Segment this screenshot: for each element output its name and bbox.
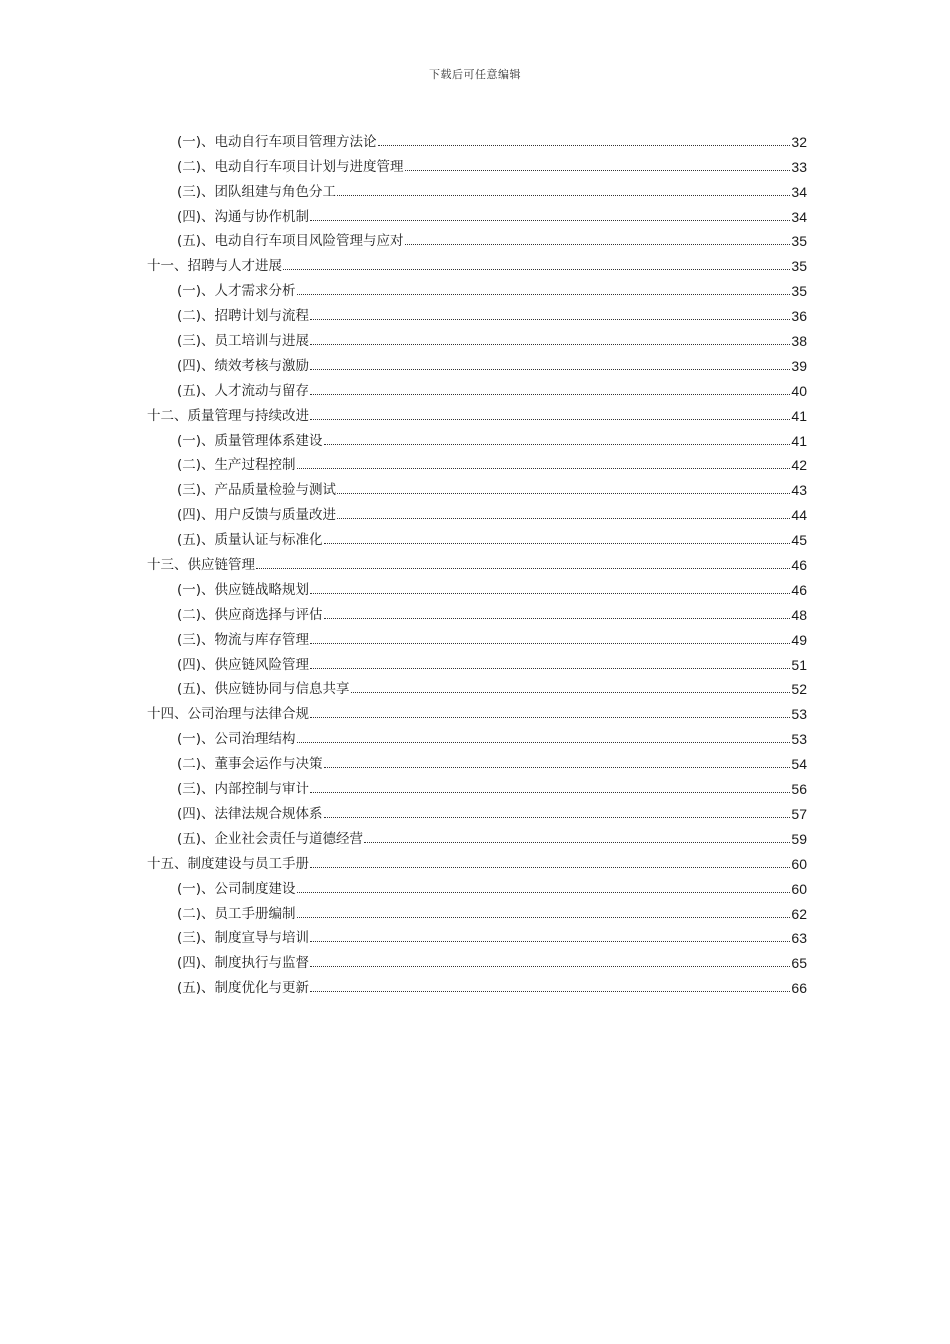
- toc-page-number: 46: [791, 581, 807, 598]
- toc-dot-leader: [310, 369, 790, 370]
- toc-entry-title: 十三、供应链管理: [147, 557, 255, 574]
- toc-entry-title: (四)、法律法规合规体系: [177, 805, 323, 822]
- toc-dot-leader: [297, 917, 791, 918]
- toc-dot-leader: [324, 444, 791, 445]
- toc-entry-title: (三)、制度宣导与培训: [177, 930, 310, 947]
- toc-entry-title: (二)、董事会运作与决策: [177, 756, 323, 773]
- toc-page-number: 60: [791, 880, 807, 897]
- toc-dot-leader: [310, 941, 790, 942]
- toc-section-entry[interactable]: [147, 898, 807, 923]
- toc-entry-title: (一)、人才需求分析: [177, 283, 296, 300]
- toc-page-number: 46: [791, 557, 807, 574]
- toc-entry-title: (二)、供应商选择与评估: [177, 606, 323, 623]
- toc-chapter-entry[interactable]: [147, 698, 807, 723]
- toc-page-number: 34: [791, 183, 807, 200]
- toc-entry-title: (四)、供应链风险管理: [177, 656, 310, 673]
- toc-page-number: 60: [791, 855, 807, 872]
- toc-section-entry[interactable]: [147, 947, 807, 972]
- toc-entry-title: (三)、物流与库存管理: [177, 631, 310, 648]
- toc-section-entry[interactable]: [147, 649, 807, 674]
- toc-entry-title: (四)、用户反馈与质量改进: [177, 507, 337, 524]
- toc-page-number: 34: [791, 208, 807, 225]
- toc-section-entry[interactable]: [147, 325, 807, 350]
- toc-section-entry[interactable]: [147, 176, 807, 201]
- toc-entry-title: (二)、生产过程控制: [177, 457, 296, 474]
- toc-entry-title: (五)、供应链协同与信息共享: [177, 681, 350, 698]
- toc-entry-title: (一)、电动自行车项目管理方法论: [177, 133, 377, 150]
- toc-section-entry[interactable]: [147, 923, 807, 948]
- toc-section-entry[interactable]: [147, 798, 807, 823]
- toc-page-number: 63: [791, 930, 807, 947]
- toc-dot-leader: [310, 966, 790, 967]
- toc-section-entry[interactable]: [147, 574, 807, 599]
- toc-entry-title: (五)、制度优化与更新: [177, 980, 310, 997]
- toc-page-number: 51: [791, 656, 807, 673]
- toc-page-number: 54: [791, 756, 807, 773]
- toc-page-number: 53: [791, 706, 807, 723]
- toc-page-number: 59: [791, 830, 807, 847]
- toc-page-number: 43: [791, 482, 807, 499]
- toc-dot-leader: [364, 842, 790, 843]
- toc-entry-title: (二)、招聘计划与流程: [177, 308, 310, 325]
- toc-section-entry[interactable]: [147, 773, 807, 798]
- toc-section-entry[interactable]: [147, 450, 807, 475]
- toc-entry-title: (三)、产品质量检验与测试: [177, 482, 337, 499]
- toc-page-number: 45: [791, 532, 807, 549]
- toc-page-number: 44: [791, 507, 807, 524]
- toc-dot-leader: [297, 892, 791, 893]
- toc-dot-leader: [310, 220, 790, 221]
- toc-dot-leader: [297, 742, 791, 743]
- toc-page-number: 48: [791, 606, 807, 623]
- toc-section-entry[interactable]: [147, 226, 807, 251]
- toc-section-entry[interactable]: [147, 275, 807, 300]
- toc-entry-title: (三)、员工培训与进展: [177, 333, 310, 350]
- toc-section-entry[interactable]: [147, 375, 807, 400]
- toc-section-entry[interactable]: [147, 723, 807, 748]
- toc-entry-title: (三)、团队组建与角色分工: [177, 183, 337, 200]
- toc-page-number: 35: [791, 283, 807, 300]
- toc-dot-leader: [310, 419, 790, 420]
- toc-dot-leader: [405, 244, 791, 245]
- toc-entry-title: (五)、人才流动与留存: [177, 382, 310, 399]
- toc-section-entry[interactable]: [147, 300, 807, 325]
- page-header: 下载后可任意编辑: [429, 68, 521, 81]
- toc-page-number: 35: [791, 233, 807, 250]
- toc-dot-leader: [310, 717, 790, 718]
- toc-entry-title: (一)、质量管理体系建设: [177, 432, 323, 449]
- toc-page-number: 32: [791, 133, 807, 150]
- toc-section-entry[interactable]: [147, 823, 807, 848]
- toc-section-entry[interactable]: [147, 499, 807, 524]
- toc-dot-leader: [351, 692, 791, 693]
- toc-page-number: 49: [791, 631, 807, 648]
- toc-page-number: 57: [791, 805, 807, 822]
- toc-dot-leader: [256, 568, 790, 569]
- toc-section-entry[interactable]: [147, 873, 807, 898]
- toc-dot-leader: [297, 468, 791, 469]
- toc-section-entry[interactable]: [147, 126, 807, 151]
- toc-dot-leader: [310, 344, 790, 345]
- toc-entry-title: (一)、公司制度建设: [177, 880, 296, 897]
- toc-section-entry[interactable]: [147, 524, 807, 549]
- toc-page-number: 42: [791, 457, 807, 474]
- toc-entry-title: (四)、绩效考核与激励: [177, 357, 310, 374]
- toc-dot-leader: [337, 195, 790, 196]
- toc-page-number: 40: [791, 382, 807, 399]
- toc-page-number: 56: [791, 781, 807, 798]
- toc-page-number: 41: [791, 432, 807, 449]
- toc-page-number: 65: [791, 955, 807, 972]
- toc-page-number: 62: [791, 905, 807, 922]
- toc-section-entry[interactable]: [147, 350, 807, 375]
- toc-chapter-entry[interactable]: [147, 400, 807, 425]
- toc-dot-leader: [310, 593, 790, 594]
- toc-dot-leader: [310, 792, 790, 793]
- toc-section-entry[interactable]: [147, 425, 807, 450]
- toc-entry-title: (二)、员工手册编制: [177, 905, 296, 922]
- toc-section-entry[interactable]: [147, 624, 807, 649]
- toc-page-number: 39: [791, 357, 807, 374]
- toc-dot-leader: [378, 145, 791, 146]
- toc-page-number: 36: [791, 308, 807, 325]
- toc-dot-leader: [310, 319, 790, 320]
- toc-dot-leader: [310, 643, 790, 644]
- toc-dot-leader: [324, 817, 791, 818]
- toc-page-number: 53: [791, 731, 807, 748]
- toc-entry-title: (五)、质量认证与标准化: [177, 532, 323, 549]
- toc-section-entry[interactable]: [147, 201, 807, 226]
- toc-entry-title: (四)、沟通与协作机制: [177, 208, 310, 225]
- toc-chapter-entry[interactable]: [147, 549, 807, 574]
- toc-dot-leader: [337, 493, 790, 494]
- toc-page-number: 41: [791, 407, 807, 424]
- toc-entry-title: (五)、企业社会责任与道德经营: [177, 830, 364, 847]
- toc-chapter-entry[interactable]: [147, 250, 807, 275]
- toc-page-number: 33: [791, 158, 807, 175]
- toc-dot-leader: [324, 767, 791, 768]
- toc-entry-title: (四)、制度执行与监督: [177, 955, 310, 972]
- toc-entry-title: 十一、招聘与人才进展: [147, 258, 282, 275]
- toc-page-number: 38: [791, 333, 807, 350]
- toc-dot-leader: [283, 269, 790, 270]
- toc-page-number: 66: [791, 980, 807, 997]
- toc-entry-title: (一)、公司治理结构: [177, 731, 296, 748]
- toc-section-entry[interactable]: [147, 674, 807, 699]
- toc-page-number: 52: [791, 681, 807, 698]
- toc-dot-leader: [310, 394, 790, 395]
- toc-dot-leader: [324, 543, 791, 544]
- toc-entry-title: (三)、内部控制与审计: [177, 781, 310, 798]
- toc-section-entry[interactable]: [147, 599, 807, 624]
- toc-page-number: 35: [791, 258, 807, 275]
- toc-dot-leader: [310, 867, 790, 868]
- table-of-contents: [147, 126, 807, 997]
- toc-entry-title: 十四、公司治理与法律合规: [147, 706, 309, 723]
- toc-entry-title: (二)、电动自行车项目计划与进度管理: [177, 158, 404, 175]
- toc-section-entry[interactable]: [147, 972, 807, 997]
- toc-dot-leader: [297, 294, 791, 295]
- toc-chapter-entry[interactable]: [147, 848, 807, 873]
- toc-dot-leader: [324, 618, 791, 619]
- toc-entry-title: (五)、电动自行车项目风险管理与应对: [177, 233, 404, 250]
- toc-section-entry[interactable]: [147, 151, 807, 176]
- toc-entry-title: (一)、供应链战略规划: [177, 581, 310, 598]
- toc-dot-leader: [310, 668, 790, 669]
- toc-section-entry[interactable]: [147, 748, 807, 773]
- toc-section-entry[interactable]: [147, 474, 807, 499]
- toc-dot-leader: [310, 991, 790, 992]
- toc-dot-leader: [337, 518, 790, 519]
- toc-dot-leader: [405, 170, 791, 171]
- toc-entry-title: 十二、质量管理与持续改进: [147, 407, 309, 424]
- toc-entry-title: 十五、制度建设与员工手册: [147, 855, 309, 872]
